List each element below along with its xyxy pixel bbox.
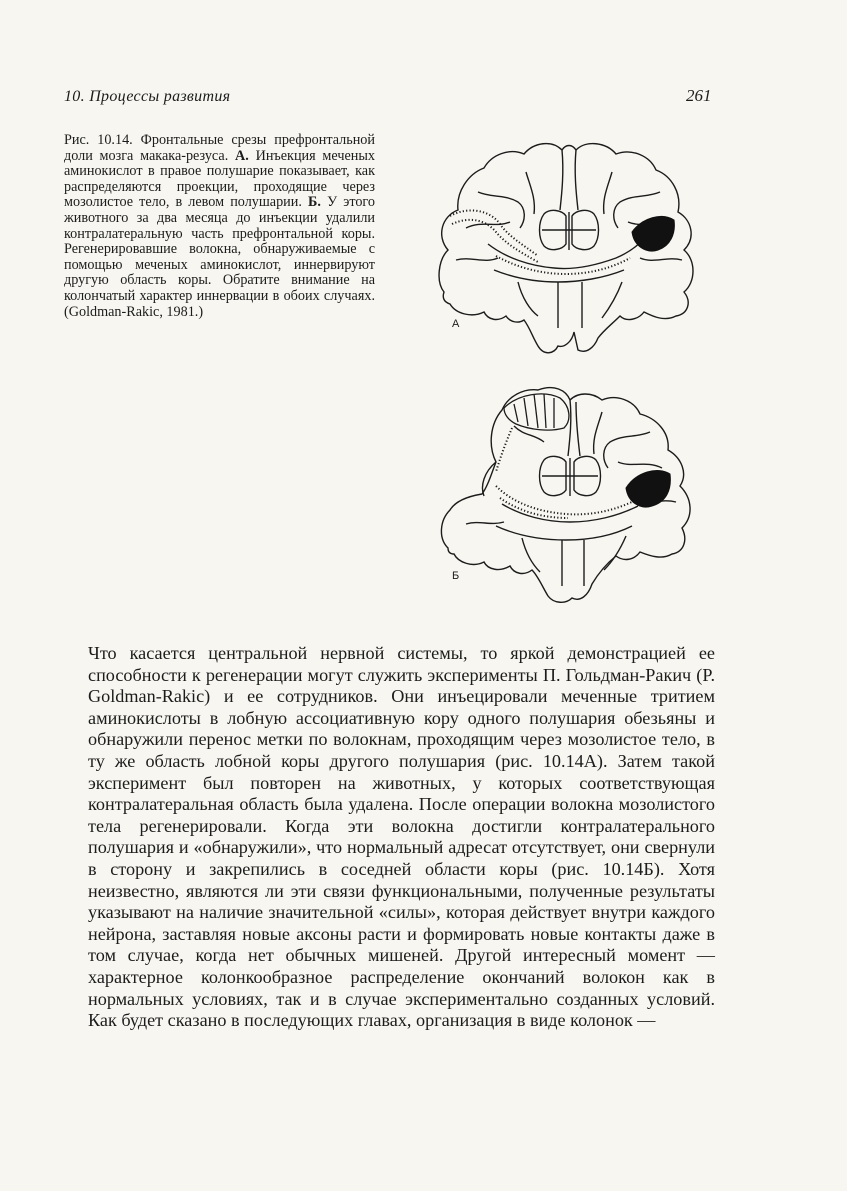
body-text (88, 643, 715, 1032)
panel-label-a: А (452, 318, 460, 330)
running-head: 10. Процессы развития (64, 88, 231, 105)
caption-figure-label: Рис. 10.14. (64, 132, 133, 148)
brain-section-figure-a (426, 132, 704, 358)
caption-panel-b-marker: Б. (308, 194, 321, 211)
brain-section-figure-b (426, 376, 704, 608)
panel-label-b: Б (452, 570, 460, 582)
caption-text-3: У этого животного за два месяца до инъекции удалили контралатеральную часть префронтальной коры. Регенерировавшие волокна, обнаруживаемые с помощью меченых аминокислот, иннервируют другую область коры. Обратите внимание на колончатый характер иннервации в обоих случаях. (Goldman-Rakic, 1981.) (64, 194, 375, 320)
caption-text-1: Фронтальные срезы префронтальной доли мозга макака-резуса. (64, 132, 375, 164)
figure-caption (64, 133, 375, 320)
caption-text-2: Инъекция меченых аминокислот в правое полушарие показывает, как распределяются проекции, проходящие через мозолистое тело, в левом полушарии. (64, 147, 375, 211)
caption-panel-a-marker: А. (235, 147, 249, 164)
body-paragraph: Что касается центральной нервной системы, то яркой демонстрацией ее способности к регенерации могут служить эксперименты П. Гольдман-Ракич (P. Goldman-Rakic) и ее сотрудников. Они инъецировали меченные тритием аминокислоты в лобную ассоциативную кору одного полушария обезьяны и обнаружили перенос метки по волокнам, проходящим через мозолистое тело, в ту же область лобной коры другого полушария (рис. 10.14А). Затем такой эксперимент был повторен на животных, у которых соответствующая контралатеральная область была удалена. После операции волокна мозолистого тела регенерировали. Когда эти волокна достигли контралатерального полушария и «обнаружили», что нормальный адресат отсутствует, они свернули в сторону и закрепились в соседней области коры (рис. 10.14Б). Хотя неизвестно, являются ли эти связи функциональными, полученные результаты указывают на наличие значительной «силы», которая действует внутри каждого нейрона, заставляя новые аксоны расти и формировать новые контакты даже в том случае, когда нет обычных мишеней. Другой интересный момент — характерное колонкообразное распределение окончаний волокон как в нормальных условиях, так и в случае экспериментально созданных условий. Как будет сказано в последующих главах, организация в виде колонок — (88, 643, 715, 1031)
page-number: 261 (686, 86, 712, 105)
